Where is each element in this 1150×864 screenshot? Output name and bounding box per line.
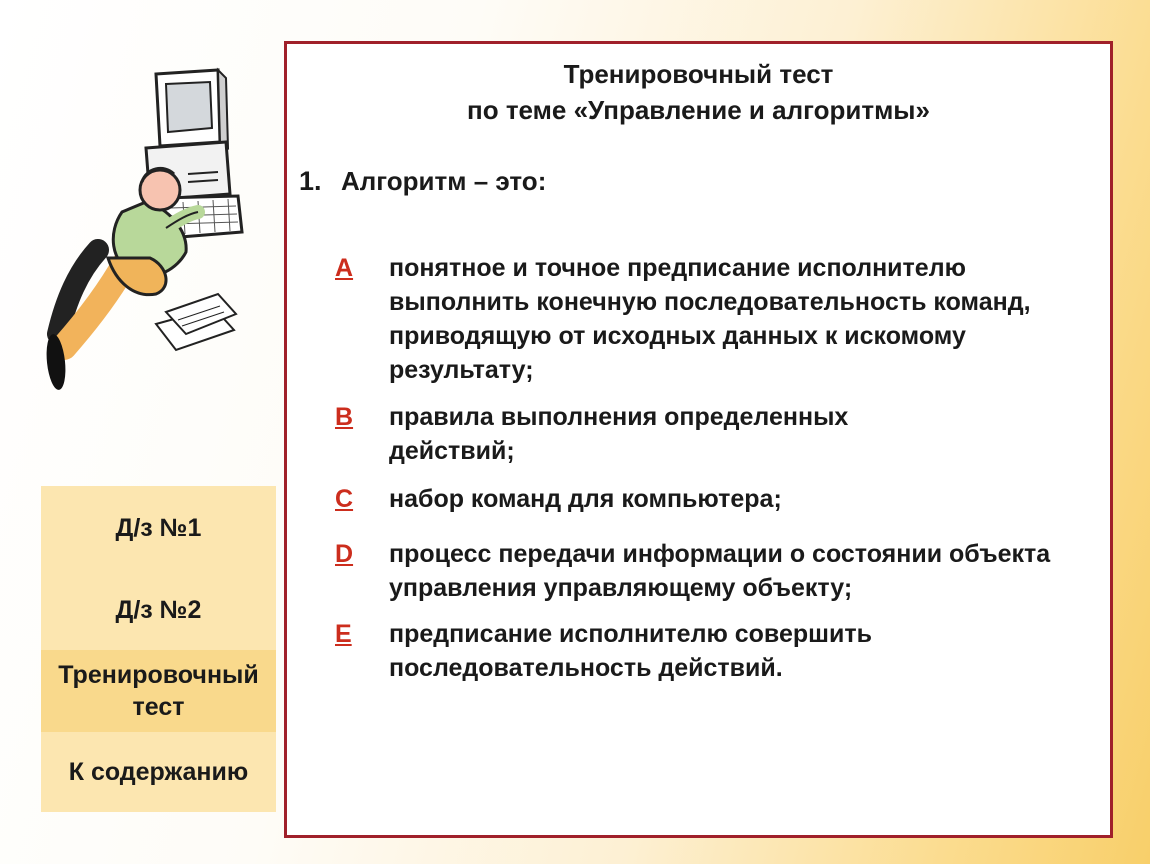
question-number: 1. (299, 166, 322, 196)
option-a-link[interactable]: A (335, 254, 354, 282)
title-line-1: Тренировочный тест (563, 59, 834, 89)
option-d-text: процесс передачи информации о состоянии объекта управления управляющему объекту; (389, 540, 1051, 602)
option-c-link[interactable]: C (335, 485, 354, 513)
option-c-text: набор команд для компьютера; (389, 485, 782, 513)
option-e-text: предписание исполнителю совершить последовательность действий. (389, 620, 872, 682)
nav-contents-button[interactable]: К содержанию (68, 758, 249, 786)
nav-homework-2-button[interactable]: Д/з №2 (115, 596, 202, 624)
option-a-text: понятное и точное предписание исполнителю выполнить конечную последовательность команд, приводящую от исходных данных к искомому результату; (389, 254, 1031, 384)
question (299, 166, 546, 197)
page-title (287, 56, 1110, 128)
nav-homework-1-button[interactable]: Д/з №1 (115, 514, 202, 542)
option-b-link[interactable]: B (335, 403, 354, 431)
test-panel (284, 41, 1113, 838)
computer-user-illustration (38, 62, 260, 400)
question-text: Алгоритм – это: (341, 166, 547, 196)
title-line-2: по теме «Управление и алгоритмы» (467, 95, 930, 125)
nav-practice-test-button[interactable]: Тренировочный тест (41, 650, 276, 732)
option-b-text: правила выполнения определенных действий; (389, 403, 849, 465)
option-d-link[interactable]: D (335, 540, 354, 568)
slide-navigation (41, 486, 276, 812)
person-at-computer-icon (38, 62, 260, 400)
option-e-link[interactable]: E (335, 620, 352, 648)
